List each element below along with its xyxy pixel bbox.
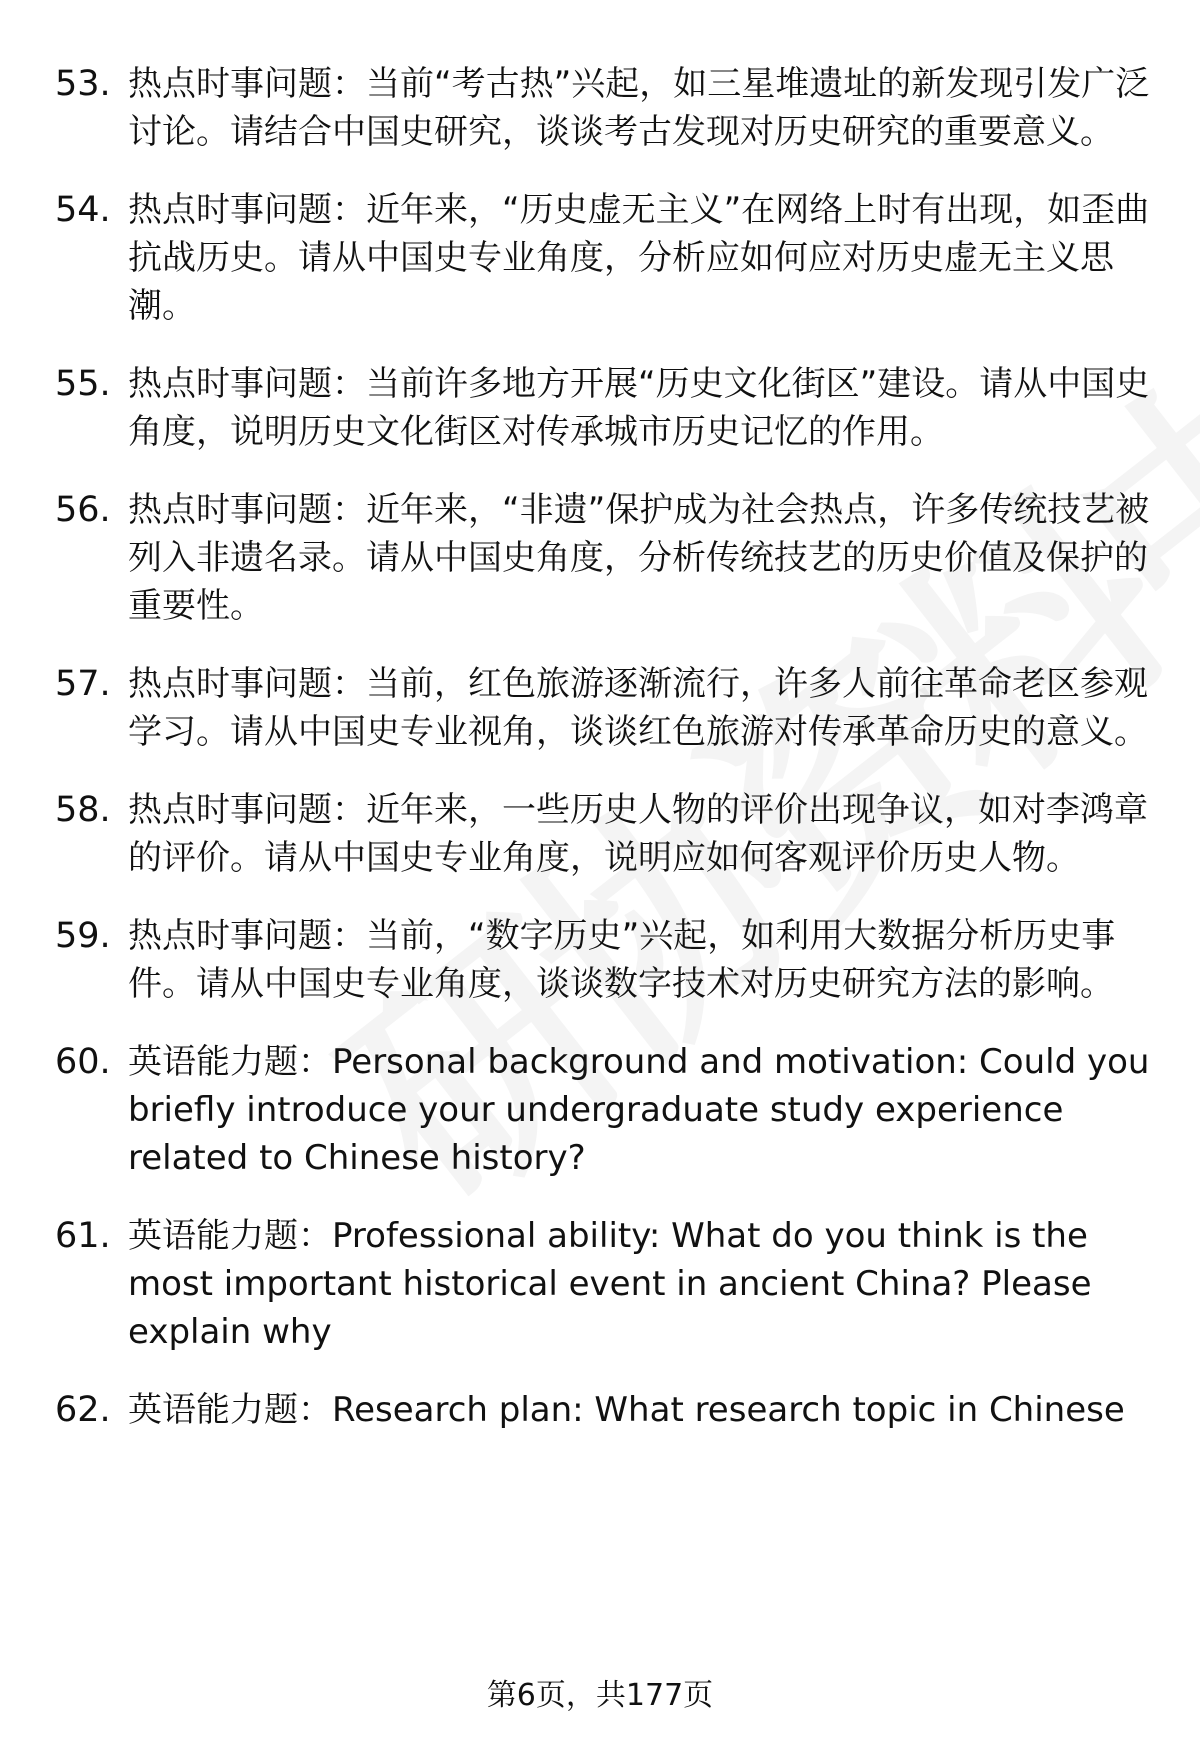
list-item <box>55 912 1155 1008</box>
list-item <box>55 360 1155 456</box>
list-item <box>55 786 1155 882</box>
item-text: 英语能力题：Professional ability: What do you think is the most important historical event in ancient China? Please explain why <box>128 1216 1092 1352</box>
item-number: 56. <box>55 490 111 530</box>
list-item <box>55 486 1155 630</box>
item-number: 53. <box>55 64 111 104</box>
list-item <box>55 186 1155 330</box>
item-number: 57. <box>55 664 111 704</box>
item-text: 热点时事问题：当前，“数字历史”兴起，如利用大数据分析历史事件。请从中国史专业角度，谈谈数字技术对历史研究方法的影响。 <box>128 916 1116 1004</box>
item-text: 热点时事问题：当前许多地方开展“历史文化街区”建设。请从中国史角度，说明历史文化街区对传承城市历史记忆的作用。 <box>128 364 1150 452</box>
item-number: 62. <box>55 1390 111 1430</box>
item-text: 热点时事问题：近年来，“非遗”保护成为社会热点，许多传统技艺被列入非遗名录。请从中国史角度，分析传统技艺的历史价值及保护的重要性。 <box>128 490 1150 626</box>
item-text: 热点时事问题：近年来，一些历史人物的评价出现争议，如对李鸿章的评价。请从中国史专业角度，说明应如何客观评价历史人物。 <box>128 790 1148 878</box>
item-number: 54. <box>55 190 111 230</box>
item-number: 61. <box>55 1216 111 1256</box>
item-number: 59. <box>55 916 111 956</box>
item-text: 英语能力题：Personal background and motivation: Could you briefly introduce your undergraduate study experience related to Chinese history? <box>128 1042 1150 1178</box>
list-item <box>55 1386 1155 1434</box>
list-item <box>55 660 1155 756</box>
list-item <box>55 60 1155 156</box>
item-text: 热点时事问题：当前，红色旅游逐渐流行，许多人前往革命老区参观学习。请从中国史专业视角，谈谈红色旅游对传承革命历史的意义。 <box>128 664 1148 752</box>
item-number: 55. <box>55 364 111 404</box>
item-text: 英语能力题：Research plan: What research topic in Chinese <box>128 1390 1125 1430</box>
item-number: 60. <box>55 1042 111 1082</box>
item-text: 热点时事问题：近年来，“历史虚无主义”在网络上时有出现，如歪曲抗战历史。请从中国史专业角度，分析应如何应对历史虚无主义思潮。 <box>128 190 1150 326</box>
item-text: 热点时事问题：当前“考古热”兴起，如三星堆遗址的新发现引发广泛讨论。请结合中国史研究，谈谈考古发现对历史研究的重要意义。 <box>128 64 1150 152</box>
item-number: 58. <box>55 790 111 830</box>
list-item <box>55 1212 1155 1356</box>
question-list <box>55 60 1155 1464</box>
page-footer: 第6页，共177页 <box>486 1678 714 1713</box>
list-item <box>55 1038 1155 1182</box>
